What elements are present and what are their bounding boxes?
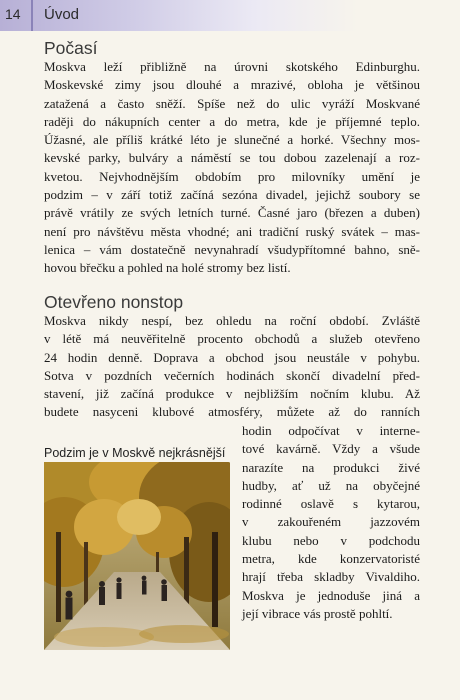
page-number: 14: [5, 6, 21, 22]
text-line: kvetou. Nejvhodnějším obdobím pro milovníky umění je: [44, 168, 420, 184]
text-line: rodinné oslavě s kytarou,: [242, 496, 420, 512]
text-line: její vibrace vás prostě pohltí.: [242, 605, 393, 621]
text-line: hodin odpočívat v interne-: [242, 423, 420, 438]
running-header: [0, 0, 460, 31]
heading-weather: Počasí: [44, 38, 98, 58]
text-line: Úžasné, ale příliš krátké léto je slunečné a horké. Všechny mos-: [44, 132, 420, 148]
text-line: raději do nákupních center a do metra, kde je příjemné teplo.: [44, 113, 420, 129]
text-line: hrají třeba skladby Vivaldiho.: [242, 569, 420, 585]
heading-nonstop: Otevřeno nonstop: [44, 292, 184, 312]
text-line: Moskva leží přibližně na úrovni skotského Edinburghu.: [44, 59, 420, 74]
text-line: narazíte na produkci živé: [242, 459, 420, 475]
text-line: zatažená a často sněží. Spíše než do ulic vyráží Moskvané: [44, 95, 420, 111]
text-line: kevské parky, bulváry a náměstí se tou dobou zazelenají a roz-: [44, 150, 420, 166]
text-line: Moskevské zimy jsou dlouhé a mrazivé, obloha je většinou: [44, 77, 420, 93]
text-line: hudby, ať už na obyčejné: [242, 477, 420, 493]
photo-caption: Podzim je v Moskvě nejkrásnější: [44, 446, 226, 460]
paragraph-nonstop: [44, 312, 420, 422]
text-line: klubu nebo v podchodu: [242, 532, 420, 548]
section-title: Úvod: [44, 6, 80, 23]
text-line: není pro návštěvu města vhodné; ani tradiční ruský svátek – mas-: [44, 223, 420, 239]
text-line: stavení, již začíná produkce v nejbližším nočním klubu. Až: [44, 386, 420, 402]
text-line: Moskva je jednoduše jiná a: [242, 587, 420, 603]
text-line: Sotva v pozdních večerních hodinách skončí divadelní před-: [44, 367, 420, 383]
text-line: metra, kde konzervatoristé: [242, 551, 420, 567]
paragraph-nonstop-wrap: [242, 422, 420, 623]
paragraph-weather: [44, 58, 420, 278]
text-line: budete nasyceni klubové atmosféry, můžete až do ranních: [44, 404, 420, 420]
text-line: podzim – v září totiž začíná sezóna divadel, jejichž soubory se: [44, 187, 420, 203]
text-line: hovou břečku a pohled na holé stromy bez listí.: [44, 260, 291, 276]
header-divider: [31, 0, 33, 31]
text-line: v létě má neuvěřitelně procento obchodů a služeb otevřeno: [44, 331, 420, 347]
text-line: Moskva nikdy nespí, bez ohledu na roční období. Zvláště: [44, 313, 420, 328]
text-line: lenica – vám dostatečně nevynahradí všudypřítomné bahno, sně-: [44, 241, 420, 257]
text-line: 24 hodin denně. Doprava a obchod jsou neustále v pohybu.: [44, 349, 420, 365]
text-line: tové kavárně. Vždy a všude: [242, 441, 420, 457]
text-line: právě vrátily ze svých letních turné. Časné jaro (březen a duben): [44, 205, 420, 221]
text-line: v zakouřeném jazzovém: [242, 514, 420, 530]
autumn-park-photo: [44, 462, 230, 650]
